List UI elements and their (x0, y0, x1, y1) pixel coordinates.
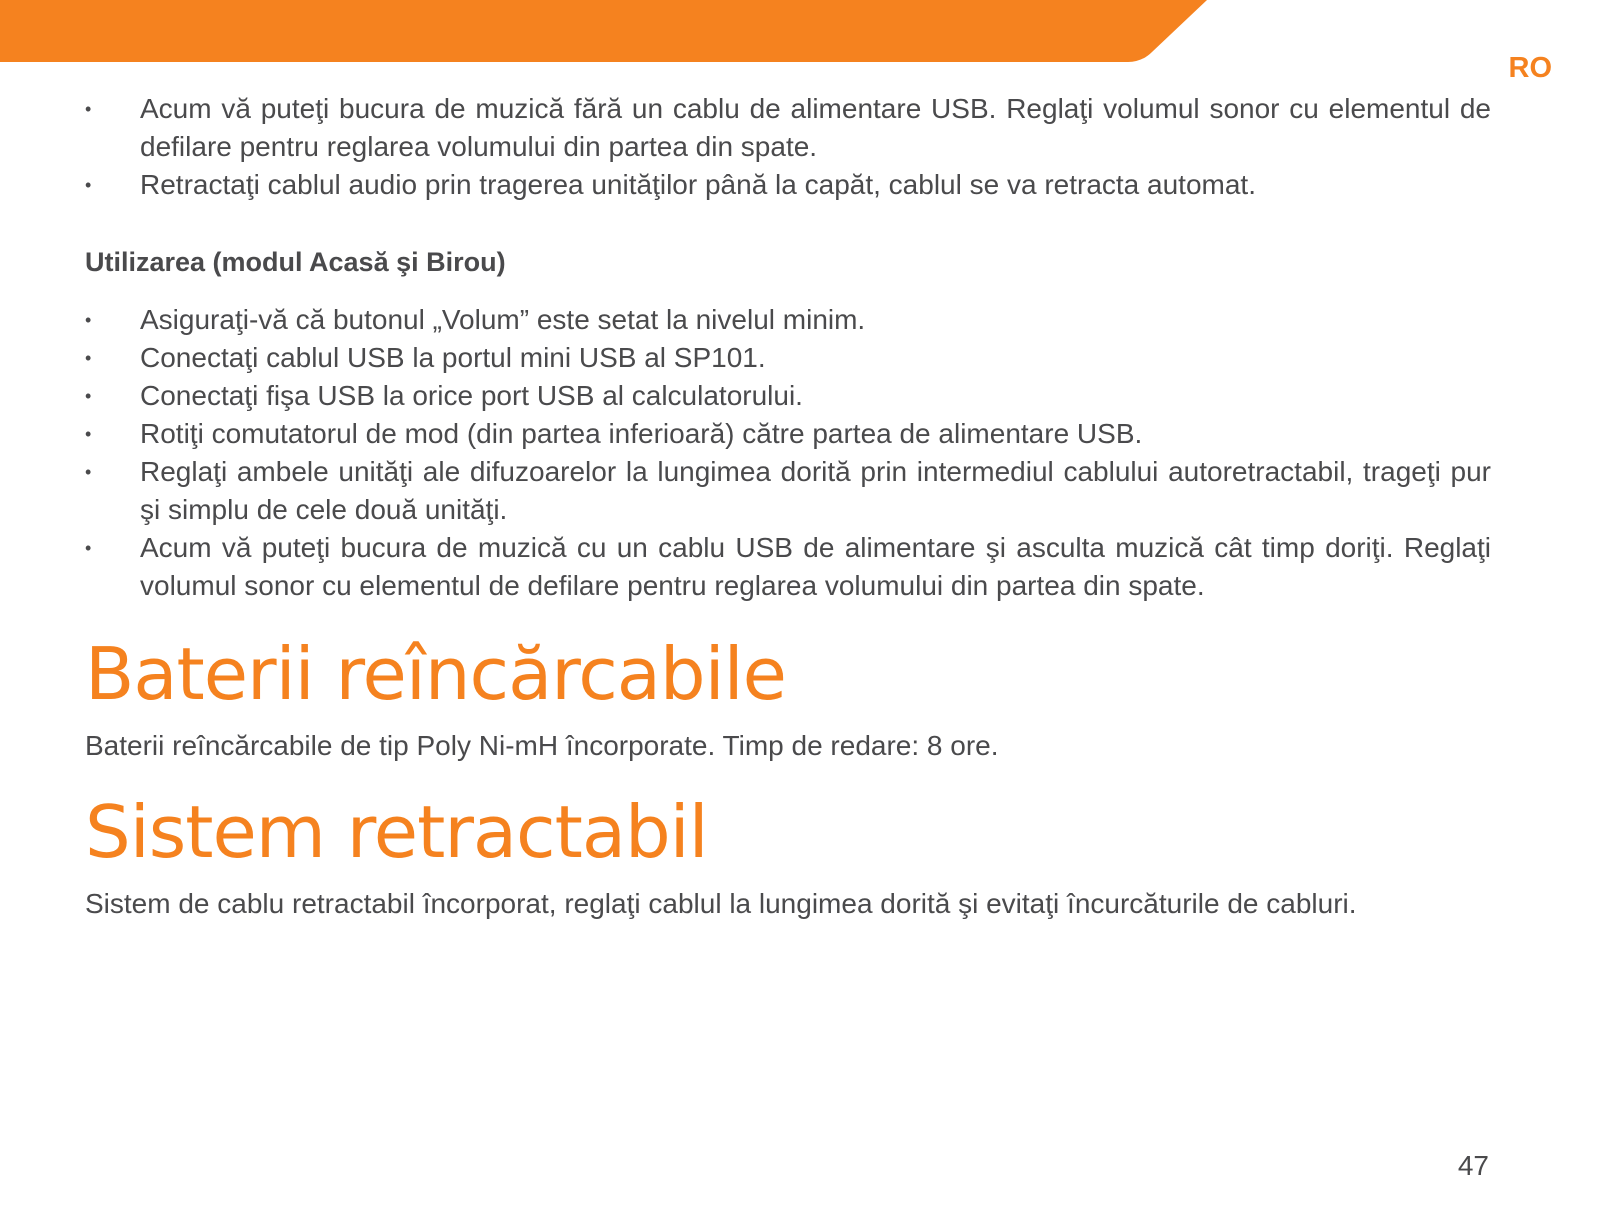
page-content (85, 90, 1491, 923)
bullet-icon: • (85, 310, 92, 330)
top-bullet-list (85, 90, 1491, 204)
list-item-text: Acum vă puteţi bucura de muzică fără un cablu de alimentare USB. Reglaţi volumul sonor cu elementul de defilare pentru reglarea volumului din partea din spate. (140, 93, 1491, 162)
list-item (85, 90, 1491, 166)
bullet-icon: • (85, 348, 92, 368)
batteries-section-title: Baterii reîncărcabile (85, 632, 786, 716)
list-item (85, 377, 1491, 415)
list-item-text: Conectaţi fişa USB la orice port USB al calculatorului. (140, 380, 803, 411)
list-item (85, 339, 1491, 377)
list-item-text: Reglaţi ambele unităţi ale difuzoarelor la lungimea dorită prin intermediul cablului autoretractabil, trageţi pur şi simplu de cele două unităţi. (140, 456, 1491, 525)
header-band-shape (0, 0, 1207, 62)
list-item-text: Rotiţi comutatorul de mod (din partea inferioară) către partea de alimentare USB. (140, 418, 1143, 449)
retractable-section-text: Sistem de cablu retractabil încorporat, reglaţi cablul la lungimea dorită şi evitaţi încurcăturile de cabluri. (85, 888, 1357, 919)
list-item-text: Asiguraţi-vă că butonul „Volum” este setat la nivelul minim. (140, 304, 866, 335)
usage-bullet-list (85, 301, 1491, 605)
list-item (85, 529, 1491, 605)
batteries-section-text: Baterii reîncărcabile de tip Poly Ni-mH încorporate. Timp de redare: 8 ore. (85, 730, 999, 761)
bullet-icon: • (85, 462, 92, 482)
list-item-text: Conectaţi cablul USB la portul mini USB al SP101. (140, 342, 766, 373)
retractable-section-title: Sistem retractabil (85, 790, 708, 874)
list-item (85, 301, 1491, 339)
list-item (85, 415, 1491, 453)
bullet-icon: • (85, 424, 92, 444)
bullet-icon: • (85, 386, 92, 406)
usage-subheading: Utilizarea (modul Acasă şi Birou) (85, 247, 506, 277)
bullet-icon: • (85, 538, 92, 558)
list-item (85, 166, 1491, 204)
page-number: 47 (1457, 1150, 1489, 1181)
bullet-icon: • (85, 175, 92, 195)
bullet-icon: • (85, 99, 92, 119)
list-item-text: Acum vă puteţi bucura de muzică cu un cablu USB de alimentare şi asculta muzică cât timp doriţi. Reglaţi volumul sonor cu elementul de defilare pentru reglarea volumului din partea din spate. (140, 532, 1491, 601)
list-item (85, 453, 1491, 529)
language-tag: RO (1508, 52, 1552, 84)
header-band (0, 0, 1601, 62)
list-item-text: Retractaţi cablul audio prin tragerea unităţilor până la capăt, cablul se va retracta automat. (140, 169, 1256, 200)
